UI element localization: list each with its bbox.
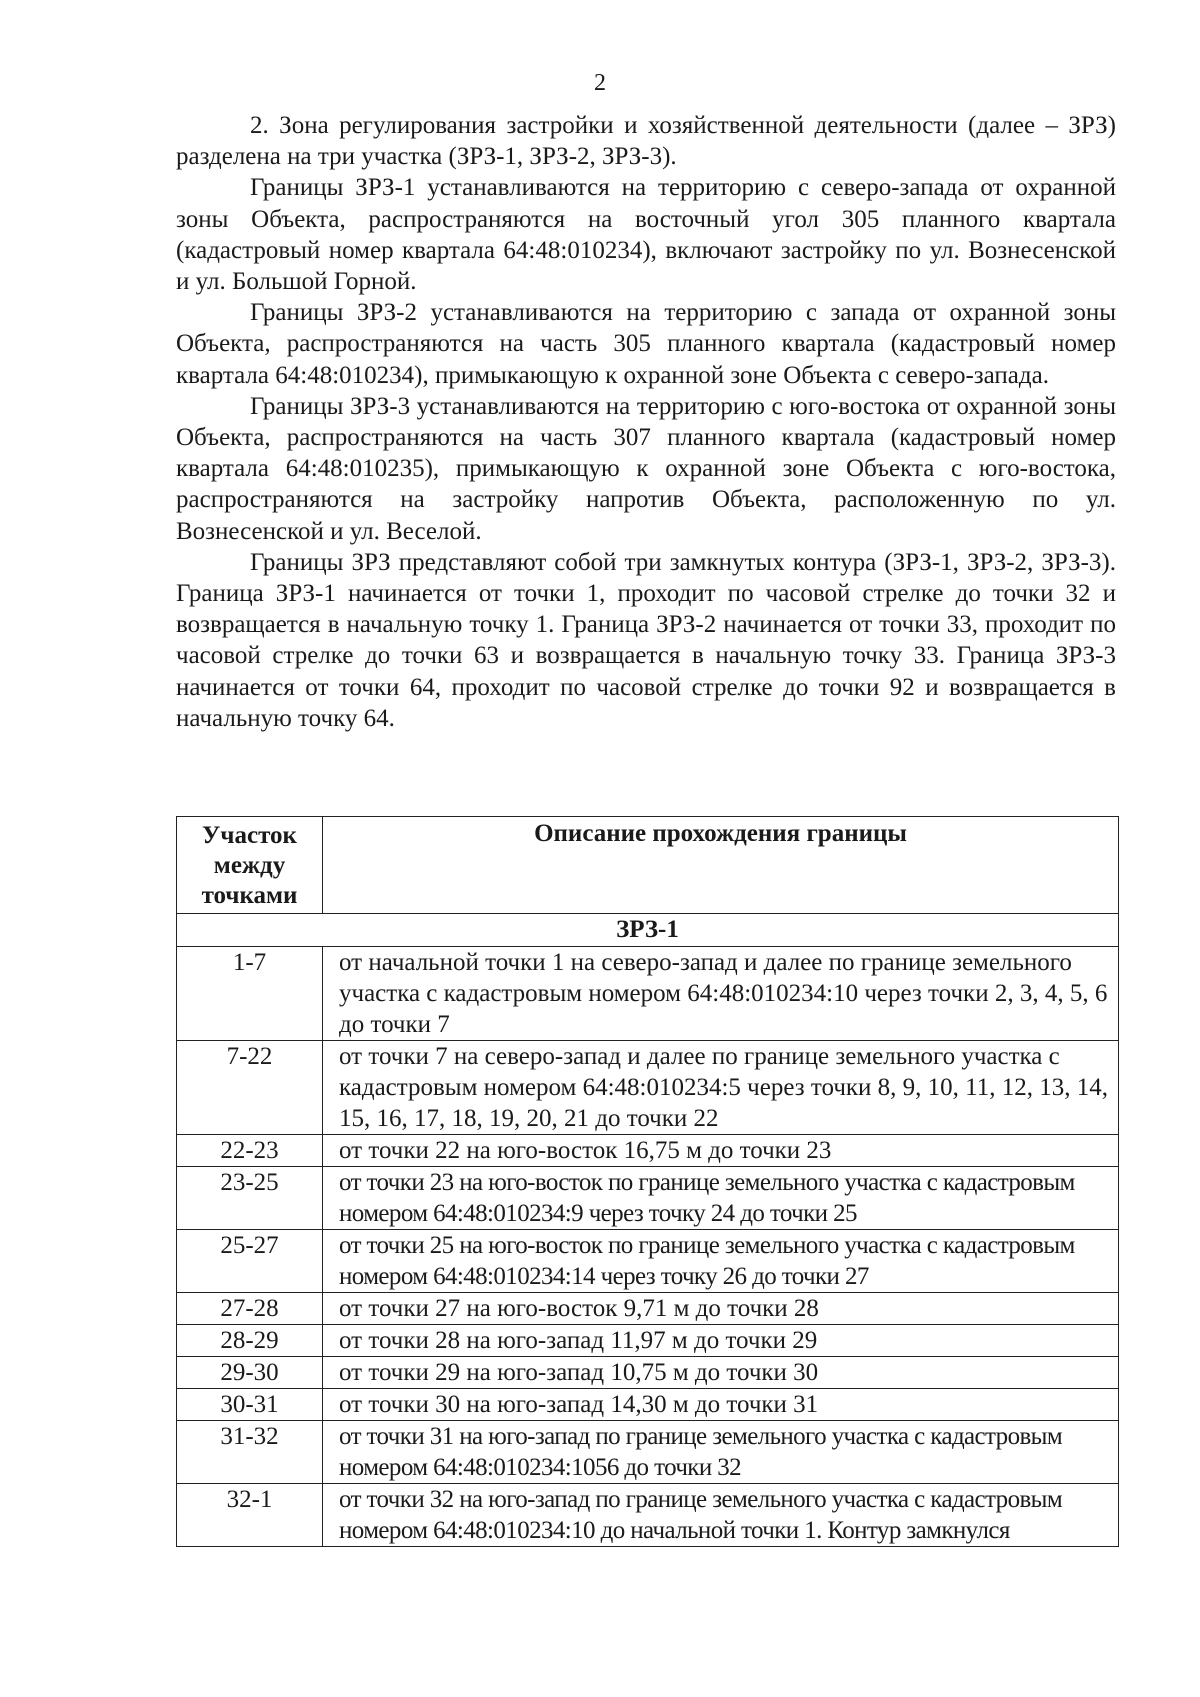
- table-row: [177, 1230, 1119, 1293]
- description-cell: от точки 30 на юго-запад 14,30 м до точки 31: [323, 1389, 1119, 1421]
- segment-cell: 23-25: [177, 1167, 323, 1230]
- description-cell: от точки 22 на юго-восток 16,75 м до точки 23: [323, 1135, 1119, 1167]
- table-row: [177, 1135, 1119, 1167]
- segment-cell: 25-27: [177, 1230, 323, 1293]
- description-cell: от точки 29 на юго-запад 10,75 м до точки 30: [323, 1357, 1119, 1389]
- segment-cell: 7-22: [177, 1041, 323, 1135]
- header-description: Описание прохождения границы: [323, 817, 1119, 914]
- zone-row: [177, 914, 1119, 947]
- segment-cell: 31-32: [177, 1421, 323, 1484]
- table-header-row: [177, 817, 1119, 914]
- table-row: [177, 1389, 1119, 1421]
- body-text: [176, 110, 1116, 734]
- description-cell: от точки 27 на юго-восток 9,71 м до точки 28: [323, 1293, 1119, 1325]
- paragraph-zrz-1: Границы ЗРЗ-1 устанавливаются на территорию с северо-запада от охранной зоны Объекта, распространяются на восточный угол 305 планного квартала (кадастровый номер квартала 64:48:010234), включают застройку по ул. Вознесенской и ул. Большой Горной.: [176, 174, 1116, 296]
- segment-cell: 29-30: [177, 1357, 323, 1389]
- paragraph-zone-intro: 2. Зона регулирования застройки и хозяйственной деятельности (далее – ЗРЗ) разделена на три участка (ЗРЗ-1, ЗРЗ-2, ЗРЗ-3).: [176, 112, 1116, 171]
- description-cell: от начальной точки 1 на северо-запад и далее по границе земельного участка с кадастровым номером 64:48:010234:10 через точки 2, 3, 4, 5, 6 до точки 7: [323, 947, 1119, 1041]
- paragraph-contours: Границы ЗРЗ представляют собой три замкнутых контура (ЗРЗ-1, ЗРЗ-2, ЗРЗ-3). Граница ЗРЗ-1 начинается от точки 1, проходит по часовой стрелке до точки 32 и возвращается в начальную точку 1. Граница ЗРЗ-2 начинается от точки 33, проходит по часовой стрелке до точки 63 и возвращается в начальную точку 33. Граница ЗРЗ-3 начинается от точки 64, проходит по часовой стрелке до точки 92 и возвращается в начальную точку 64.: [176, 548, 1116, 732]
- table-row: [177, 1293, 1119, 1325]
- segment-cell: 32-1: [177, 1484, 323, 1547]
- table-row: [177, 1484, 1119, 1547]
- boundary-table: [176, 816, 1119, 1547]
- description-cell: от точки 31 на юго-запад по границе земельного участка с кадастровым номером 64:48:010234:1056 до точки 32: [323, 1421, 1119, 1484]
- segment-cell: 28-29: [177, 1325, 323, 1357]
- segment-cell: 30-31: [177, 1389, 323, 1421]
- description-cell: от точки 7 на северо-запад и далее по границе земельного участка с кадастровым номером 64:48:010234:5 через точки 8, 9, 10, 11, 12, 13, 14, 15, 16, 17, 18, 19, 20, 21 до точки 22: [323, 1041, 1119, 1135]
- paragraph-zrz-2: Границы ЗРЗ-2 устанавливаются на территорию с запада от охранной зоны Объекта, распространяются на часть 305 планного квартала (кадастровый номер квартала 64:48:010234), примыкающую к охранной зоне Объекта с северо-запада.: [176, 299, 1116, 389]
- description-cell: от точки 32 на юго-запад по границе земельного участка с кадастровым номером 64:48:010234:10 до начальной точки 1. Контур замкнулся: [323, 1484, 1119, 1547]
- segment-cell: 22-23: [177, 1135, 323, 1167]
- segment-cell: 1-7: [177, 947, 323, 1041]
- table-row: [177, 1041, 1119, 1135]
- description-cell: от точки 25 на юго-восток по границе земельного участка с кадастровым номером 64:48:010234:14 через точку 26 до точки 27: [323, 1230, 1119, 1293]
- table-row: [177, 1357, 1119, 1389]
- description-cell: от точки 23 на юго-восток по границе земельного участка с кадастровым номером 64:48:010234:9 через точку 24 до точки 25: [323, 1167, 1119, 1230]
- table-row: [177, 1421, 1119, 1484]
- table-row: [177, 1325, 1119, 1357]
- paragraph-zrz-3: Границы ЗРЗ-3 устанавливаются на территорию с юго-востока от охранной зоны Объекта, распространяются на часть 307 планного квартала (кадастровый номер квартала 64:48:010235), примыкающую к охранной зоне Объекта с юго-востока, распространяются на застройку напротив Объекта, расположенную по ул. Вознесенской и ул. Веселой.: [176, 392, 1116, 545]
- description-cell: от точки 28 на юго-запад 11,97 м до точки 29: [323, 1325, 1119, 1357]
- header-segment: Участок между точками: [177, 817, 323, 914]
- zone-label: ЗРЗ-1: [177, 914, 1119, 947]
- segment-cell: 27-28: [177, 1293, 323, 1325]
- table-row: [177, 1167, 1119, 1230]
- page-number: 2: [594, 70, 606, 96]
- table-row: [177, 947, 1119, 1041]
